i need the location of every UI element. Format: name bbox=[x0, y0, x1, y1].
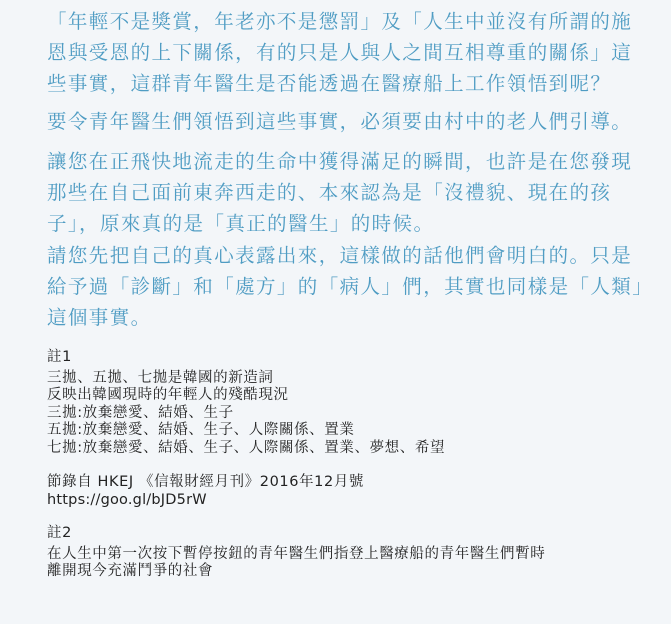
note-1 bbox=[47, 349, 653, 509]
paragraph-4: 請您先把自己的真心表露出來，這樣做的話他們會明白的。只是給予過「診斷」和「處方」的「病人」們，其實也同樣是「人類」這個事實。 bbox=[47, 244, 644, 329]
note-1-line: 反映出韓國現時的年輕人的殘酷現況 bbox=[47, 387, 289, 403]
note-1-line: 三拋、五拋、七拋是韓國的新造詞 bbox=[47, 369, 274, 386]
note-1-line: 三拋:放棄戀愛、結婚、生子 bbox=[47, 404, 234, 421]
note-2-title: 註2 bbox=[47, 525, 72, 541]
note-2-line: 在人生中第一次按下暫停按鈕的青年醫生們指登上醫療船的青年醫生們暫時 bbox=[47, 545, 546, 562]
paragraph-3: 讓您在正飛快地流走的生命中獲得滿足的瞬間，也許是在您發現那些在自己面前東奔西走的、本來認為是「沒禮貌、現在的孩子」，原來真的是「真正的醫生」的時候。 bbox=[47, 150, 633, 235]
note-1-source: 節錄自 HKEJ 《信報財經月刊》2016年12月號 bbox=[47, 474, 365, 490]
note-2-line: 離開現今充滿鬥爭的社會 bbox=[47, 563, 214, 579]
paragraph-2: 要令青年醫生們領悟到這些事實，必須要由村中的老人們引導。 bbox=[47, 110, 633, 133]
note-1-url-link[interactable]: https://goo.gl/bJD5rW bbox=[47, 491, 207, 508]
note-1-line: 五拋:放棄戀愛、結婚、生子、人際關係、置業 bbox=[47, 422, 355, 438]
note-1-title: 註1 bbox=[47, 349, 72, 365]
note-2 bbox=[47, 509, 653, 581]
paragraph-1: 「年輕不是獎賞，年老亦不是懲罰」及「人生中並沒有所謂的施恩與受恩的上下關係，有的只是人與人之間互相尊重的關係」這些事實，這群青年醫生是否能透過在醫療船上工作領悟到呢？ bbox=[47, 10, 633, 95]
note-1-line: 七拋:放棄戀愛、結婚、生子、人際關係、置業、夢想、希望 bbox=[47, 439, 446, 456]
